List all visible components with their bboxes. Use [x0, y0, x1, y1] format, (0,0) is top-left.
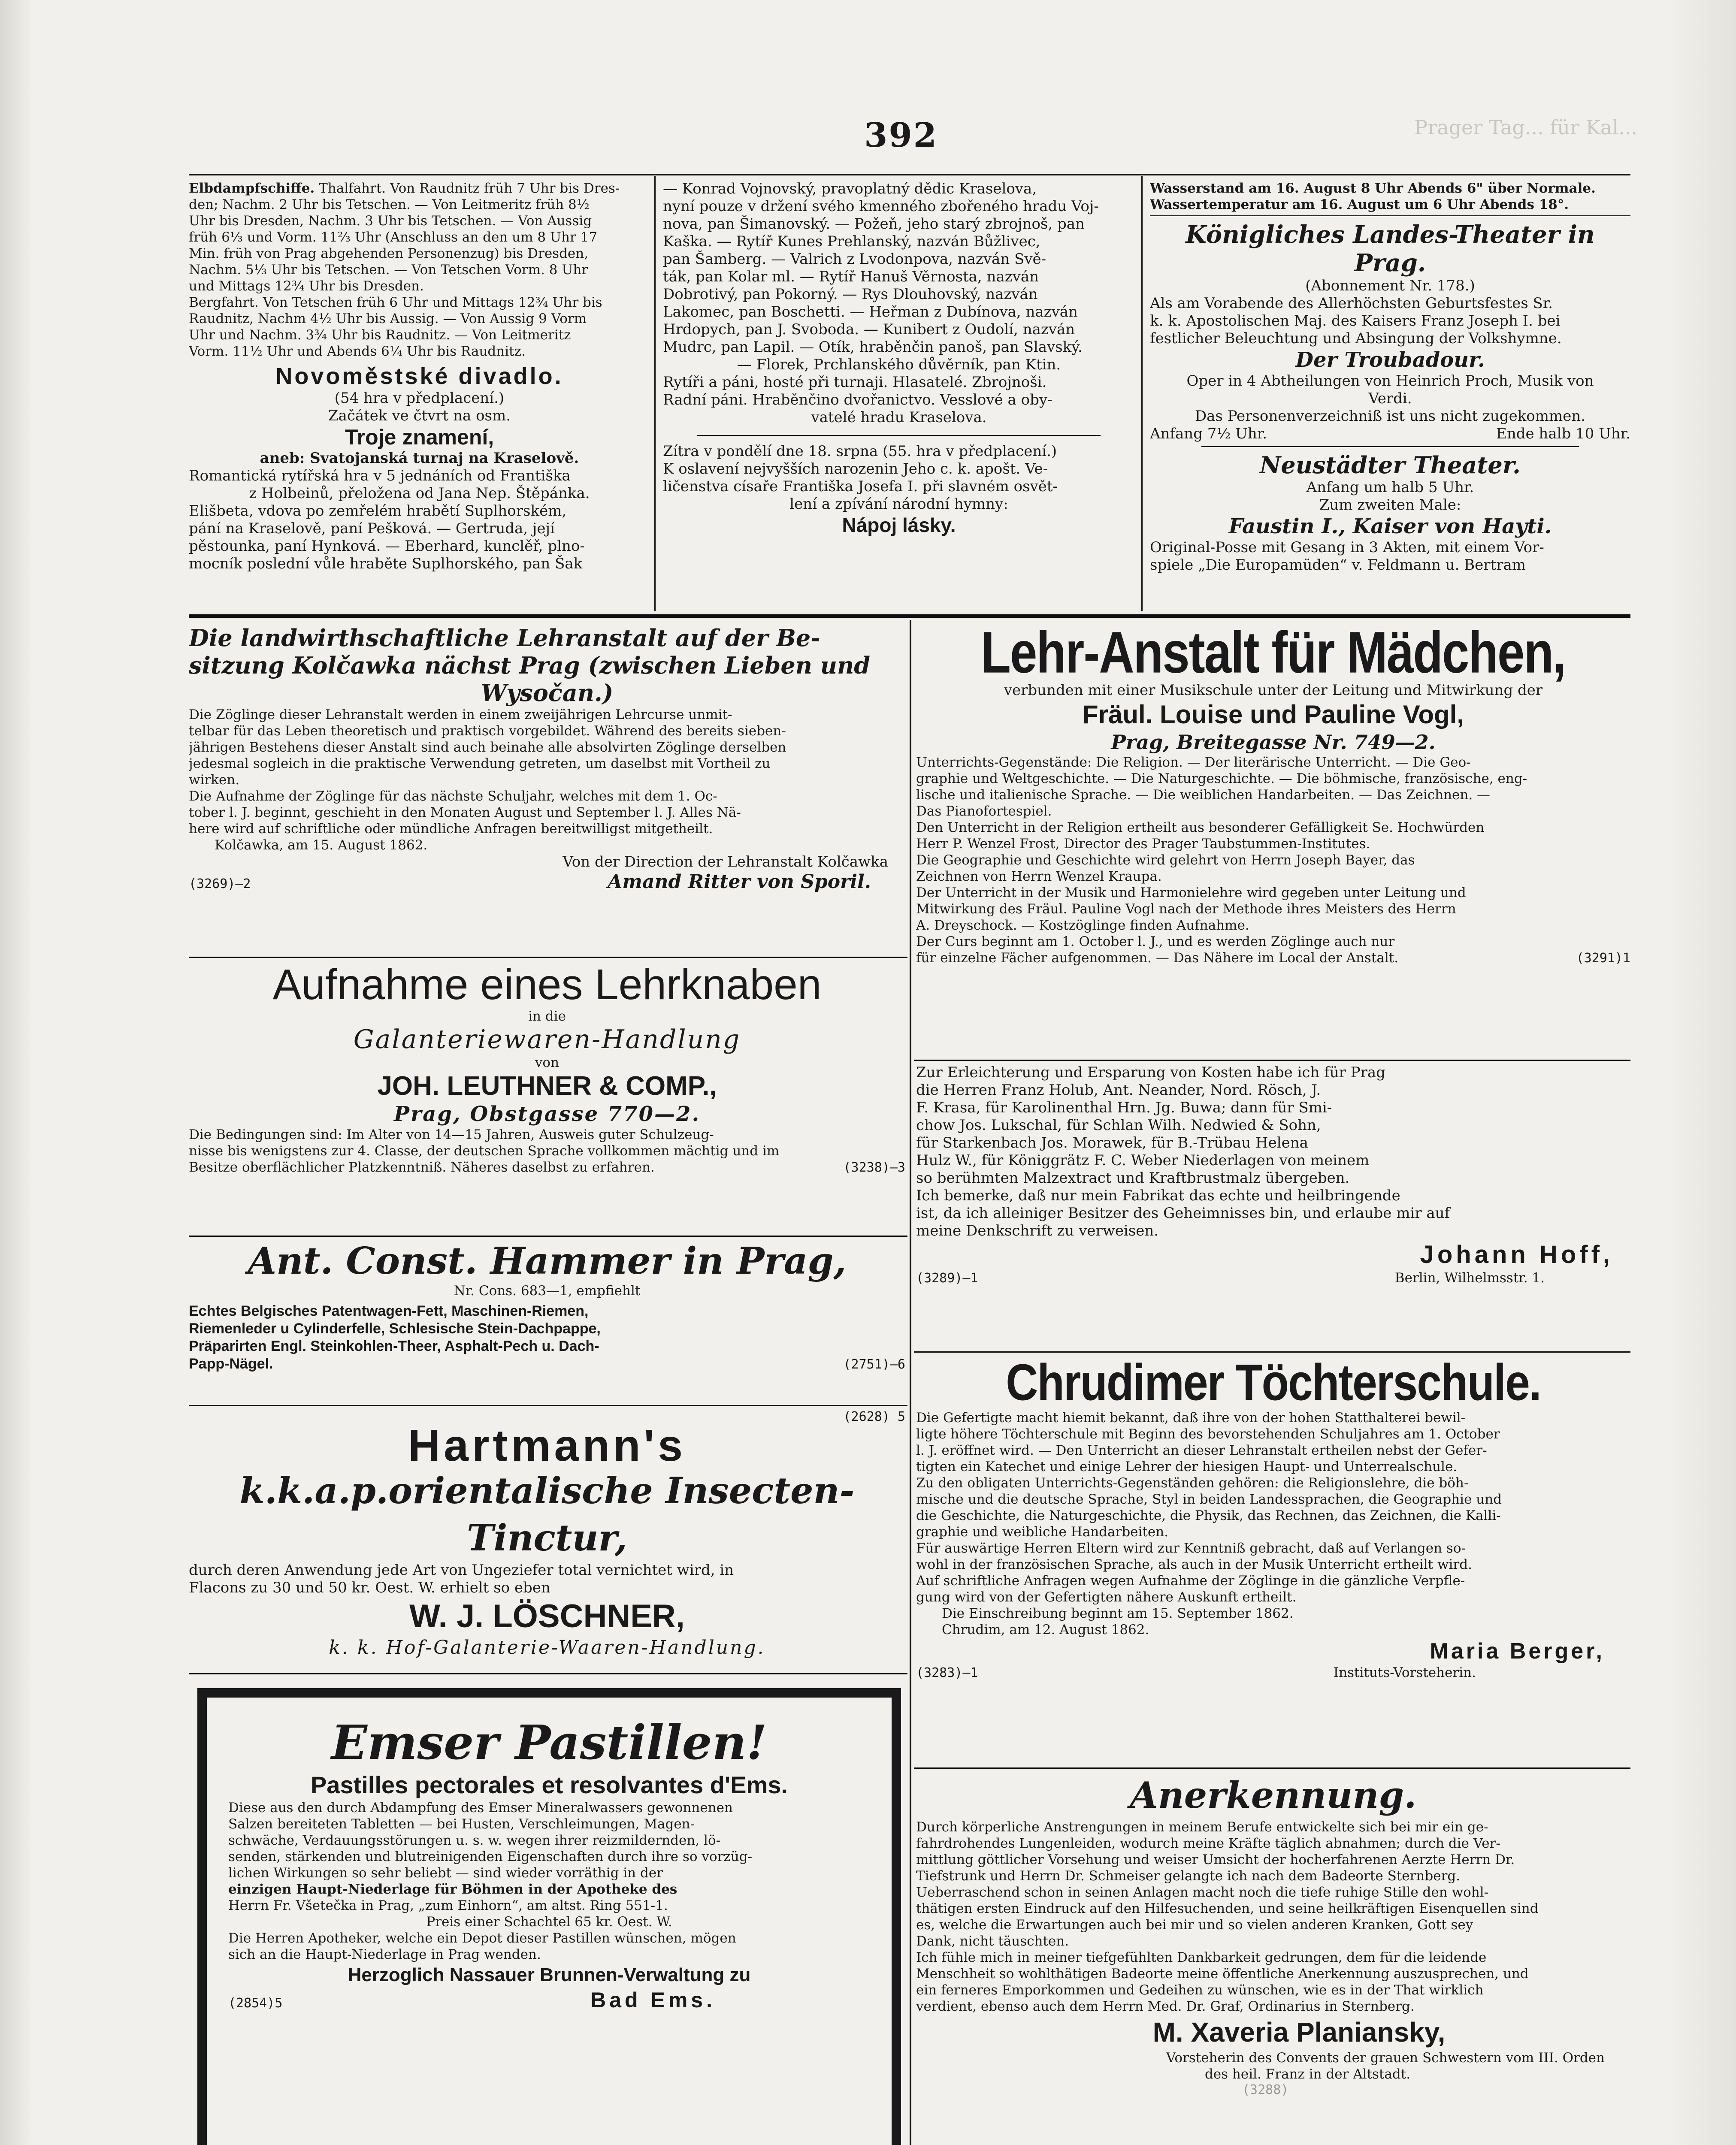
emser-footer — [228, 1988, 870, 2012]
chrudim-body-line: mische und die deutsche Sprache, Styl in beiden Landessprachen, die Geographie und — [916, 1492, 1502, 1507]
top-left-column — [189, 180, 650, 611]
hoff-signer: Johann Hoff, — [1420, 1241, 1613, 1269]
landwirth-body-line: jährigen Bestehens dieser Anstalt sind auch beinahe alle absolvirten Zöglinge derselben — [189, 740, 786, 755]
hammer-line: Echtes Belgisches Patentwagen-Fett, Maschinen-Riemen, — [189, 1303, 589, 1319]
chrudim-ad — [916, 1356, 1630, 1765]
emser-place: Bad Ems. — [590, 1988, 716, 2012]
aufnahme-ad — [189, 961, 905, 1233]
lehr-body-line: Die Geographie und Geschichte wird gelehrt von Herrn Joseph Bayer, das — [916, 852, 1415, 868]
zitra-line: Zítra v pondělí dne 18. srpna (55. hra v předplacení.) — [663, 443, 1057, 460]
landes-theater-title: Königliches Landes-Theater in Prag. — [1186, 221, 1595, 277]
aufnahme-firm: JOH. LEUTHNER & COMP., — [377, 1071, 717, 1101]
neustadt-line: Original-Posse mit Gesang in 3 Akten, mit einem Vor- — [1150, 539, 1544, 556]
chrudim-body-line: ligte höhere Töchterschule mit Beginn des bevorstehenden Schuljahres am 1. October — [916, 1426, 1500, 1442]
rule-left-1 — [189, 957, 907, 958]
rule-right-2 — [914, 1351, 1630, 1353]
lehr-body-line: Zeichnen von Herrn Wenzel Kraupa. — [916, 869, 1162, 884]
hartmann-ref: (2628) 5 — [843, 1409, 905, 1424]
landes-anfang: Anfang 7½ Uhr. — [1150, 425, 1267, 442]
anerkennung-body-line: es, welche die Erwartungen auch bei mir und so vielen anderen Kranken, Gott sey — [916, 1917, 1473, 1933]
hartmann-title: Hartmann's — [408, 1421, 686, 1471]
rule-left-2 — [189, 1236, 907, 1237]
landwirth-body-line: jedesmal sogleich in die praktische Verwendung getreten, um daselbst mit Vortheil zu — [189, 756, 771, 771]
landes-ende: Ende halb 10 Uhr. — [1496, 425, 1630, 442]
landes-composer: Verdi. — [1368, 390, 1412, 407]
novomestske-line: mocník poslední vůle hraběte Suplhorského, pan Šak — [189, 555, 583, 572]
cast-line: Hrdopych, pan J. Svoboda. — Kunibert z Oudolí, nazván — [663, 321, 1075, 338]
chrudim-body-line: Zu den obligaten Unterrichts-Gegenständen gehören: die Religionslehre, die böh- — [916, 1475, 1469, 1491]
main-col-divider — [910, 620, 911, 2145]
landwirth-date: Kolčawka, am 15. August 1862. — [215, 837, 428, 853]
lehr-address: Prag, Breitegasse Nr. 749—2. — [1111, 731, 1436, 754]
novomestske-play-title: Troje znamení, — [345, 425, 494, 449]
chrudim-body-line: graphie und weibliche Handarbeiten. — [916, 1524, 1169, 1540]
landes-line: festlicher Beleuchtung und Absingung der Volkshymne. — [1150, 330, 1562, 347]
schedule-line: Min. früh von Prag abgehenden Personenzug) bis Dresden, — [189, 246, 589, 261]
aufnahme-address: Prag, Obstgasse 770—2. — [393, 1102, 701, 1126]
lehr-body-line: graphie und Weltgeschichte. — Die Naturgeschichte. — Die böhmische, französische, eng- — [916, 771, 1527, 786]
hoff-body-line: Zur Erleichterung und Ersparung von Kosten habe ich für Prag — [916, 1064, 1385, 1081]
cast-line: — Florek, Prchlanského důvěrník, pan Ktin. — [737, 356, 1061, 373]
emser-ad-box — [197, 1688, 901, 2145]
water-level: Wasserstand am 16. August 8 Uhr Abends 6" über Normale. — [1150, 181, 1596, 196]
aufnahme-body-line: Besitze oberflächlicher Platzkenntniß. Näheres daselbst zu erfahren. — [189, 1160, 655, 1175]
hoff-footer — [916, 1270, 1630, 1286]
hoff-body-line: Ich bemerke, daß nur mein Fabrikat das echte und heilbringende — [916, 1187, 1400, 1204]
anerkennung-ref: (3288) — [1242, 2082, 1289, 2097]
hoff-body-line: für Starkenbach Jos. Morawek, für B.-Trübau Helena — [916, 1134, 1308, 1151]
emser-body-line: Diese aus den durch Abdampfung des Emser Mineralwassers gewonnenen — [228, 1800, 733, 1816]
chrudim-title: Chrudimer Töchterschule. — [1006, 1356, 1541, 1411]
lehr-footer — [916, 950, 1630, 966]
emser-body-line: Herrn Fr. Všetečka in Prag, „zum Einhorn“, am altst. Ring 551-1. — [228, 1898, 668, 1913]
cast-line: Kaška. — Rytíř Kunes Prehlanský, nazván Bůžlivec, — [663, 233, 1040, 250]
anerkennung-body-line: Tiefstrunk und Herrn Dr. Schmeiser gelangte ich nach dem Badeorte Sternberg. — [916, 1868, 1461, 1884]
emser-body-line: Salzen bereiteten Tabletten — bei Husten, Verschleimungen, Magen- — [228, 1816, 695, 1832]
landwirth-from: Von der Direction der Lehranstalt Kolčawka — [563, 853, 888, 870]
lehr-body-line: Den Unterricht in der Religion ertheilt aus besonderer Gefälligkeit Se. Hochwürden — [916, 820, 1485, 835]
zitra-line: K oslavení nejvyšších narozenin Jeho c. k. apošt. Ve- — [663, 460, 1048, 477]
schedule-line: Bergfahrt. Von Tetschen früh 6 Uhr und Mittags 12¾ Uhr bis — [189, 295, 602, 310]
landwirth-ref: (3269)—2 — [189, 876, 251, 891]
landwirth-footer — [189, 871, 905, 893]
lehr-body-line: Der Unterricht in der Musik und Harmonielehre wird gegeben unter Leitung und — [916, 885, 1466, 900]
schedule-line: Uhr bis Dresden, Nachm. 3 Uhr bis Tetschen. — Von Aussig — [189, 213, 592, 229]
hoff-body-line: so berühmten Malzextract und Kraftbrustmalz übergeben. — [916, 1169, 1350, 1187]
landwirth-title-line: Die landwirthschaftliche Lehranstalt auf der Be- — [189, 624, 820, 652]
emser-ref: (2854)5 — [228, 1996, 283, 2011]
rule-left-4 — [189, 1673, 907, 1674]
cast-line: Dobrotivý, pan Pokorný. — Rys Dlouhovský, nazván — [663, 286, 1038, 303]
hartmann-subtitle: k.k.a.p.orientalische Insecten-Tinctur, — [239, 1469, 855, 1559]
cast-line: nova, pan Šimanovský. — Požeň, jeho starý zbrojnoš, pan — [663, 215, 1085, 233]
chrudim-body-line: Die Gefertigte macht hiemit bekannt, daß ihre von der hohen Statthalterei bewil- — [916, 1410, 1466, 1426]
anerkennung-body-line: Ueberraschend schon in seinen Anlagen macht noch die tiefe ruhige Stille den wohl- — [916, 1885, 1489, 1900]
cast-line: Mudrc, pan Lapil. — Otík, hraběnčin panoš, pan Slavský. — [663, 338, 1083, 356]
anerkennung-body-line: verdient, ebenso auch dem Herrn Med. Dr. Graf, Ordinarius in Sternberg. — [916, 1999, 1415, 2014]
anerkennung-sub: des heil. Franz in der Altstadt. — [1204, 2066, 1411, 2082]
mid-rule — [189, 614, 1630, 618]
top-rule — [189, 174, 1630, 175]
landwirth-title-line: sitzung Kolčawka nächst Prag (zwischen Lieben und — [189, 652, 871, 679]
landwirth-ad — [189, 624, 905, 955]
novomestske-title: Novoměstské divadlo. — [275, 363, 563, 389]
landes-line: Als am Vorabende des Allerhöchsten Geburtsfestes Sr. — [1150, 295, 1553, 312]
chrudim-body-line: gung wird von der Gefertigten nähere Auskunft ertheilt. — [916, 1589, 1297, 1605]
schedule-line: und Mittags 12¾ Uhr bis Dresden. — [189, 278, 424, 294]
schedule-lead: Elbdampfschiffe. — [189, 181, 315, 196]
lehr-ref: (3291)1 — [1576, 951, 1630, 966]
hammer-title: Ant. Const. Hammer in Prag, — [248, 1240, 847, 1283]
hoff-body-line: ist, da ich alleiniger Besitzer des Geheimnisses bin, und erlaube mir auf — [916, 1205, 1450, 1222]
aufnahme-body-line: nisse bis wenigstens zur 4. Classe, der deutschen Sprache vollkommen mächtig und im — [189, 1143, 780, 1159]
hoff-city: Berlin, Wilhelmsstr. 1. — [1394, 1270, 1545, 1286]
anerkennung-title: Anerkennung. — [1130, 1774, 1417, 1816]
anerkennung-body-line: Menschheit so wohlthätigen Badeorte meine öffentliche Anerkennung auszusprechen, und — [916, 1966, 1529, 1982]
novomestske-line: pání na Kraselově, paní Pešková. — Gertruda, její — [189, 520, 555, 537]
emser-body-line: einzigen Haupt-Niederlage für Böhmen in der Apotheke des — [228, 1882, 677, 1897]
rule-right-1 — [914, 1060, 1630, 1061]
landwirth-body-line: tober l. J. beginnt, geschieht in den Monaten August und September l. J. Alles Nä- — [189, 805, 741, 820]
neustadt-second: Zum zweiten Male: — [1319, 496, 1461, 514]
faint-running-header: Prager Tag... für Kal... — [1414, 116, 1637, 139]
chrudim-body-line: tigten ein Katechet und einige Lehrer der hiesigen Haupt- und Unterrealschule. — [916, 1459, 1458, 1474]
chrudim-body-line: die Geschichte, die Naturgeschichte, die Physik, das Rechnen, das Zeichnen, die Kalli- — [916, 1508, 1501, 1523]
cast-line: pan Šamberg. — Valrich z Lvodonpova, nazván Svě- — [663, 251, 1046, 268]
novomestske-line: Elišbeta, vdova po zemřelém hrabětí Suplhorském, — [189, 502, 567, 520]
anerkennung-body-line: fahrdrohendes Lungenleiden, wodurch meine Kräfte täglich abnahmen; durch die Ver- — [916, 1836, 1500, 1851]
page-edge-right — [1667, 0, 1736, 2145]
hoff-body-line: F. Krasa, für Karolinenthal Hrn. Jg. Buwa; dann für Smi- — [916, 1099, 1332, 1116]
cast-line: Rytíři a páni, hosté při turnaji. Hlasatelé. Zbrojnoši. — [663, 374, 1047, 391]
lehr-body-line: Unterrichts-Gegenstände: Die Religion. — Der literärische Unterricht. — Die Geo- — [916, 755, 1471, 770]
cast-line: Lakomec, pan Boschetti. — Heřman z Dubínova, nazván — [663, 303, 1078, 320]
top-right-column — [1150, 180, 1630, 611]
hoff-body-line: die Herren Franz Holub, Ant. Neander, Nord. Rösch, J. — [916, 1082, 1321, 1099]
landwirth-body-line: telbar für das Leben theoretisch und praktisch vorgebildet. Während des bereits sieben- — [189, 723, 786, 739]
anerkennung-ad — [916, 1772, 1630, 2145]
landwirth-body-line: Die Zöglinge dieser Lehranstalt werden in einem zweijährigen Lehrcurse unmit- — [189, 707, 732, 722]
anerkennung-sub: Vorsteherin des Convents der grauen Schwestern vom III. Orden — [1166, 2050, 1605, 2066]
chrudim-body-line: wohl in der französischen Sprache, als auch in der Musik Unterricht ertheilt wird. — [916, 1557, 1472, 1572]
aufnahme-title: Aufnahme eines Lehrknaben — [272, 961, 822, 1009]
anerkennung-body-line: Ich fühle mich in meiner tiefgefühlten Dankbarkeit gedrungen, dem für die leidende — [916, 1950, 1487, 1965]
aufnahme-ref: (3238)—3 — [843, 1160, 905, 1175]
lehr-sub: verbunden mit einer Musikschule unter der Leitung und Mitwirkung der — [1004, 682, 1543, 699]
landwirth-body-line: wirken. — [189, 772, 240, 788]
top-col-divider-2 — [1141, 176, 1143, 611]
cast-line: Radní páni. Hraběnčino dvořanictvo. Vesslové a oby- — [663, 391, 1052, 408]
anerkennung-body-line: Durch körperliche Anstrengungen in meinem Berufe entwickelte sich bei mir ein ge- — [916, 1819, 1488, 1835]
neustadt-play: Faustin I., Kaiser von Hayti. — [1228, 514, 1552, 538]
lehr-body-line: Das Pianofortespiel. — [916, 804, 1052, 819]
hammer-ref: (2751)—6 — [843, 1357, 905, 1372]
novomestske-line: Romantická rytířská hra v 5 jednáních od Františka — [189, 467, 571, 484]
hammer-line: Präparirten Engl. Steinkohlen-Theer, Asphalt-Pech u. Dach- — [189, 1338, 599, 1354]
zitra-line: lení a zpívání národní hymny: — [789, 495, 1008, 513]
zitra-line: ličenstva císaře Františka Josefa I. při slavném osvět- — [663, 478, 1058, 495]
page-number: 392 — [864, 116, 938, 155]
neustadt-title: Neustädter Theater. — [1259, 451, 1521, 479]
novomestske-subtitle: (54 hra v předplacení.) — [334, 390, 505, 407]
chrudim-body-line: l. J. eröffnet wird. — Den Unterricht an dieser Lehranstalt ertheilen nebst der Gefer- — [916, 1443, 1487, 1458]
hammer-footer — [189, 1355, 905, 1373]
hartmann-body-line: durch deren Anwendung jede Art von Ungeziefer total vernichtet wird, in — [189, 1562, 734, 1579]
emser-subtitle: Pastilles pectorales et resolvantes d'Ems. — [310, 1771, 788, 1798]
hartmann-body-line: Flacons zu 30 und 50 kr. Oest. W. erhielt so eben — [189, 1579, 550, 1596]
aufnahme-body-line: Die Bedingungen sind: Im Alter von 14—15 Jahren, Ausweis guter Schulzeug- — [189, 1127, 714, 1142]
water-temperature: Wassertemperatur am 16. August um 6 Uhr Abends 18°. — [1150, 197, 1569, 212]
aufnahme-von: von — [535, 1055, 560, 1070]
chrudim-signer: Maria Berger, — [1430, 1639, 1605, 1664]
top-col-divider-1 — [654, 176, 656, 611]
hammer-line: Papp-Nägel. — [189, 1356, 273, 1372]
anerkennung-body-line: mittlung göttlicher Vorsehung und weiser Umsicht der hocherfahrenen Aerzte Herrn Dr. — [916, 1852, 1515, 1867]
cast-line: nyní pouze v držení svého kmenného zbořeného hradu Voj- — [663, 198, 1099, 215]
schedule-line: Raudnitz, Nachm 4½ Uhr bis Aussig. — Von Aussig 9 Vorm — [189, 311, 587, 326]
landes-times — [1150, 425, 1630, 443]
lehr-body-line: für einzelne Fächer aufgenommen. — Das Nähere im Local der Anstalt. — [916, 950, 1399, 966]
cast-line: ták, pan Kolar ml. — Rytíř Hanuš Věrnosta, nazván — [663, 268, 1039, 285]
chrudim-body-line: Auf schriftliche Anfragen wegen Aufnahme der Zöglinge in die gänzliche Verpfle- — [916, 1573, 1465, 1589]
page-edge-left — [0, 0, 30, 2145]
landwirth-signer: Amand Ritter von Sporil. — [608, 871, 871, 893]
schedule-line: Thalfahrt. Von Raudnitz früh 7 Uhr bis Dres- — [319, 181, 620, 196]
chrudim-role: Instituts-Vorsteherin. — [1333, 1665, 1476, 1680]
lehr-title: Lehr-Anstalt für Mädchen, — [981, 624, 1566, 686]
landes-opera: Oper in 4 Abtheilungen von Heinrich Proch, Musik von — [1186, 372, 1594, 390]
emser-body-line: lichen Wirkungen so sehr beliebt — sind wieder vorräthig in der — [228, 1865, 663, 1881]
novomestske-start: Začátek ve čtvrt na osm. — [328, 407, 511, 424]
hoff-body-line: chow Jos. Lukschal, für Schlan Wilh. Nedwied & Sohn, — [916, 1117, 1321, 1134]
lehr-body-line: Der Curs beginnt am 1. October l. J., und es werden Zöglinge auch nur — [916, 934, 1395, 949]
hartmann-firm-sub: k. k. Hof-Galanterie-Waaren-Handlung. — [329, 1637, 765, 1659]
chrudim-ref: (3283)—1 — [916, 1665, 978, 1680]
landwirth-body-line: Die Aufnahme der Zöglinge für das nächste Schuljahr, welches mit dem 1. Oc- — [189, 789, 717, 804]
novomestske-play-sub: aneb: Svatojanská turnaj na Kraselově. — [260, 450, 579, 467]
chrudim-body-line: Die Einschreibung beginnt am 15. September 1862. — [942, 1606, 1294, 1621]
chrudim-body-line: Für auswärtige Herren Eltern wird zur Kenntniß gebracht, daß auf Verlangen so- — [916, 1541, 1466, 1556]
landes-play: Der Troubadour. — [1295, 348, 1485, 372]
cast-line: — Konrad Vojnovský, pravoplatný dědic Kraselova, — [663, 180, 1037, 197]
schedule-line: Vorm. 11½ Uhr und Abends 6¼ Uhr bis Raudnitz. — [189, 344, 526, 359]
schedule-line: Nachm. 5⅓ Uhr bis Tetschen. — Von Tetschen Vorm. 8 Uhr — [189, 262, 588, 278]
chrudim-footer — [916, 1665, 1630, 1681]
emser-price: Preis einer Schachtel 65 kr. Oest. W. — [426, 1914, 672, 1930]
hammer-sub: Nr. Cons. 683—1, empfiehlt — [454, 1283, 641, 1299]
chrudim-body-line: Chrudim, am 12. August 1862. — [942, 1622, 1149, 1637]
emser-body-line: schwäche, Verdauungsstörungen u. s. w. wegen ihrer reizmildernden, lö- — [228, 1833, 721, 1848]
landes-abonnement: (Abonnement Nr. 178.) — [1305, 277, 1475, 294]
rule-right-3 — [914, 1767, 1630, 1769]
emser-body-line: senden, stärkenden und blutreinigenden Eigenschaften durch ihre so vorzüg- — [228, 1849, 753, 1864]
lehr-anstalt-ad — [916, 624, 1630, 1057]
aufnahme-shop: Galanteriewaren-Handlung — [353, 1024, 741, 1054]
anerkennung-signer: M. Xaveria Planiansky, — [1152, 2017, 1446, 2048]
aufnahme-in-die: in die — [528, 1009, 566, 1024]
hartmann-firm: W. J. LÖSCHNER, — [409, 1598, 685, 1634]
lehr-body-line: Mitwirkung des Fräul. Pauline Vogl nach der Methode ihres Meisters des Herrn — [916, 901, 1456, 917]
aufnahme-footer — [189, 1159, 905, 1175]
top-middle-column — [663, 180, 1135, 611]
hammer-ad — [189, 1240, 905, 1403]
hartmann-ad — [189, 1409, 905, 1671]
landes-line: k. k. Apostolischen Maj. des Kaisers Franz Joseph I. bei — [1150, 312, 1561, 329]
landwirth-body-line: here wird auf schriftliche oder mündliche Anfragen bereitwilligst mitgetheilt. — [189, 821, 713, 837]
emser-depot-line: sich an die Haupt-Niederlage in Prag wenden. — [228, 1947, 541, 1962]
zitra-title: Nápoj lásky. — [842, 514, 956, 536]
hammer-line: Riemenleder u Cylinderfelle, Schlesische Stein-Dachpappe, — [189, 1320, 601, 1337]
lehr-names: Fräul. Louise und Pauline Vogl, — [1083, 700, 1464, 729]
lehr-body-line: lische und italienische Sprache. — Die weiblichen Handarbeiten. — Das Zeichnen. — — [916, 787, 1491, 803]
hoff-body-line: Hulz W., für Königgrätz F. C. Weber Niederlagen von meinem — [916, 1152, 1370, 1169]
cast-line: vatelé hradu Kraselova. — [811, 409, 987, 426]
emser-depot-line: Die Herren Apotheker, welche ein Depot dieser Pastillen wünschen, mögen — [228, 1930, 736, 1946]
emser-title: Emser Pastillen! — [331, 1715, 767, 1770]
steamboat-schedule — [189, 180, 650, 360]
emser-admin: Herzoglich Nassauer Brunnen-Verwaltung zu — [348, 1964, 751, 1985]
schedule-line: den; Nachm. 2 Uhr bis Tetschen. — Von Leitmeritz früh 8½ — [189, 197, 590, 212]
anerkennung-body-line: thätigen ersten Eindruck auf den Hilfesuchenden, und seine heilkräftigen Eisenquellen sind — [916, 1901, 1539, 1916]
lehr-body-line: Herr P. Wenzel Frost, Director des Prager Taubstummen-Institutes. — [916, 836, 1370, 852]
rule-left-3 — [189, 1405, 907, 1406]
hoff-ad — [916, 1064, 1630, 1349]
novomestske-line: pěstounka, paní Hynková. — Eberhard, kunclěř, plno- — [189, 538, 585, 555]
hoff-ref: (3289)—1 — [916, 1271, 978, 1286]
hoff-body-line: meine Denkschrift zu verweisen. — [916, 1222, 1159, 1239]
schedule-line: Uhr und Nachm. 3¾ Uhr bis Raudnitz. — Von Leitmeritz — [189, 327, 571, 343]
anerkennung-body-line: ein ferneres Emporkommen und Gedeihen zu wünschen, wie es in der That wirklich — [916, 1982, 1484, 1998]
neustadt-line: spiele „Die Europamüden“ v. Feldmann u. Bertram — [1150, 556, 1526, 574]
novomestske-line: z Holbeinů, přeložena od Jana Nep. Štěpánka. — [249, 485, 590, 502]
schedule-line: früh 6⅓ und Vorm. 11⅔ Uhr (Anschluss an den um 8 Uhr 17 — [189, 230, 598, 245]
landes-note: Das Personenverzeichniß ist uns nicht zugekommen. — [1195, 408, 1586, 425]
lehr-body-line: A. Dreyschock. — Kostzöglinge finden Aufnahme. — [916, 918, 1249, 933]
neustadt-start: Anfang um halb 5 Uhr. — [1306, 479, 1474, 496]
anerkennung-body-line: Dank, nicht täuschten. — [916, 1934, 1069, 1949]
landwirth-title-line: Wysočan.) — [481, 679, 614, 707]
